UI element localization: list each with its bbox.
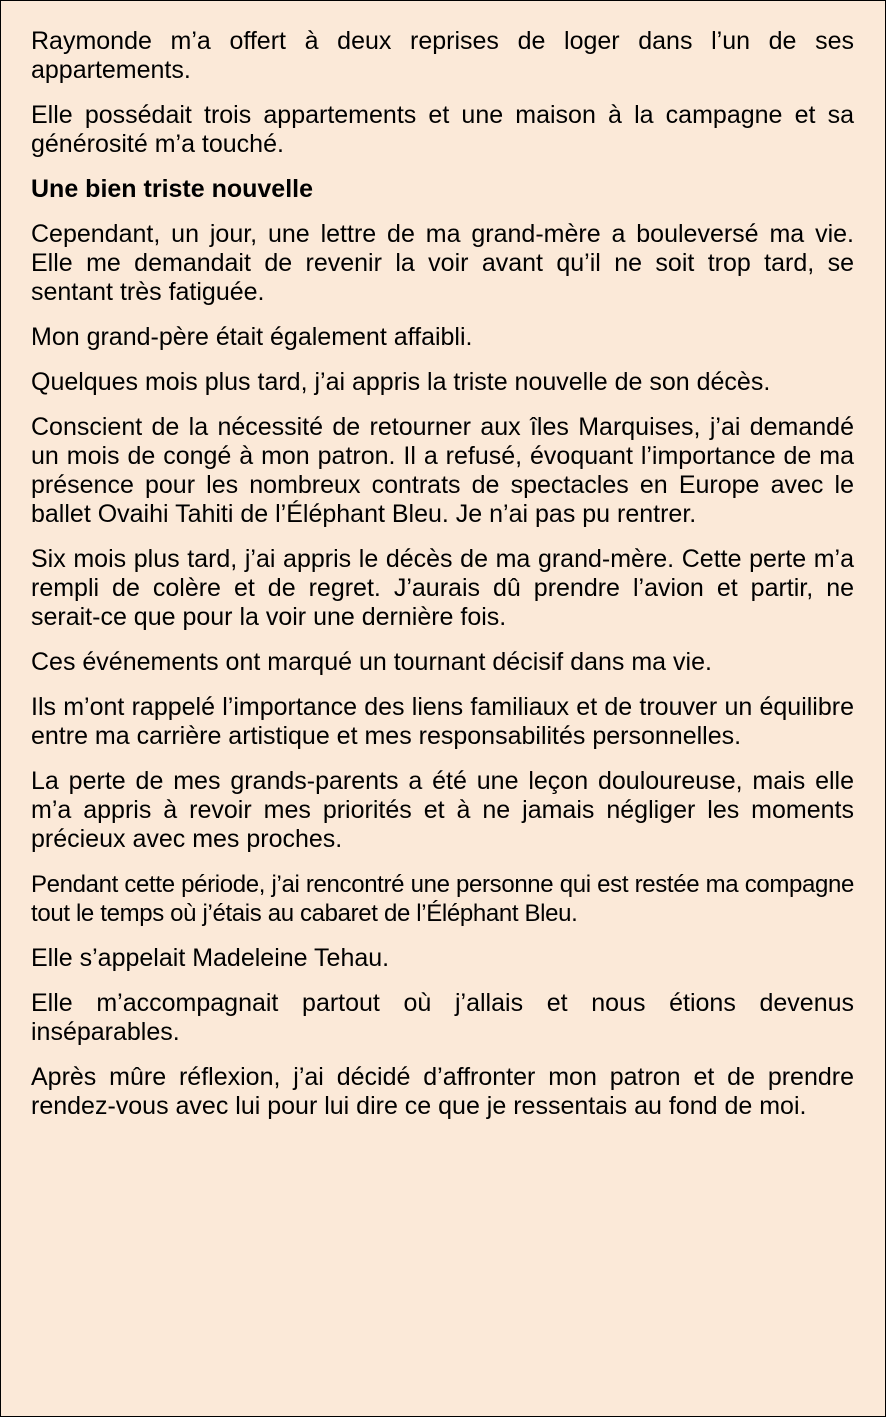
paragraph: Elle m’accompagnait partout où j’allais et nous étions devenus inséparables. [31, 989, 854, 1046]
section-heading: Une bien triste nouvelle [31, 175, 314, 203]
paragraph: Quelques mois plus tard, j’ai appris la triste nouvelle de son décès. [31, 368, 771, 396]
document-body [31, 27, 854, 1137]
paragraph: La perte de mes grands-parents a été une leçon douloureuse, mais elle m’a appris à revoir mes priorités et à ne jamais négliger les moments précieux avec mes proches. [31, 767, 854, 853]
paragraph: Ces événements ont marqué un tournant décisif dans ma vie. [31, 648, 712, 676]
paragraph: Pendant cette période, j’ai rencontré une personne qui est restée ma compagne tout le temps où j’étais au cabaret de l’Éléphant Bleu. [31, 871, 854, 927]
paragraph: Après mûre réflexion, j’ai décidé d’affronter mon patron et de prendre rendez-vous avec lui pour lui dire ce que je ressentais au fond de moi. [31, 1063, 854, 1120]
paragraph: Mon grand-père était également affaibli. [31, 323, 473, 351]
paragraph: Cependant, un jour, une lettre de ma grand-mère a bouleversé ma vie. Elle me demandait de revenir la voir avant qu’il ne soit trop tard, se sentant très fatiguée. [31, 220, 854, 306]
paragraph: Raymonde m’a offert à deux reprises de loger dans l’un de ses appartements. [31, 27, 854, 84]
paragraph: Elle s’appelait Madeleine Tehau. [31, 944, 390, 972]
paragraph: Ils m’ont rappelé l’importance des liens familiaux et de trouver un équilibre entre ma carrière artistique et mes responsabilités personnelles. [31, 693, 854, 750]
paragraph: Conscient de la nécessité de retourner aux îles Marquises, j’ai demandé un mois de congé à mon patron. Il a refusé, évoquant l’importance de ma présence pour les nombreux contrats de spectacles en Europe avec le ballet Ovaihi Tahiti de l’Éléphant Bleu. Je n’ai pas pu rentrer. [31, 413, 854, 528]
paragraph: Elle possédait trois appartements et une maison à la campagne et sa générosité m’a touché. [31, 101, 854, 158]
paragraph: Six mois plus tard, j’ai appris le décès de ma grand-mère. Cette perte m’a rempli de colère et de regret. J’aurais dû prendre l’avion et partir, ne serait-ce que pour la voir une dernière fois. [31, 545, 854, 631]
